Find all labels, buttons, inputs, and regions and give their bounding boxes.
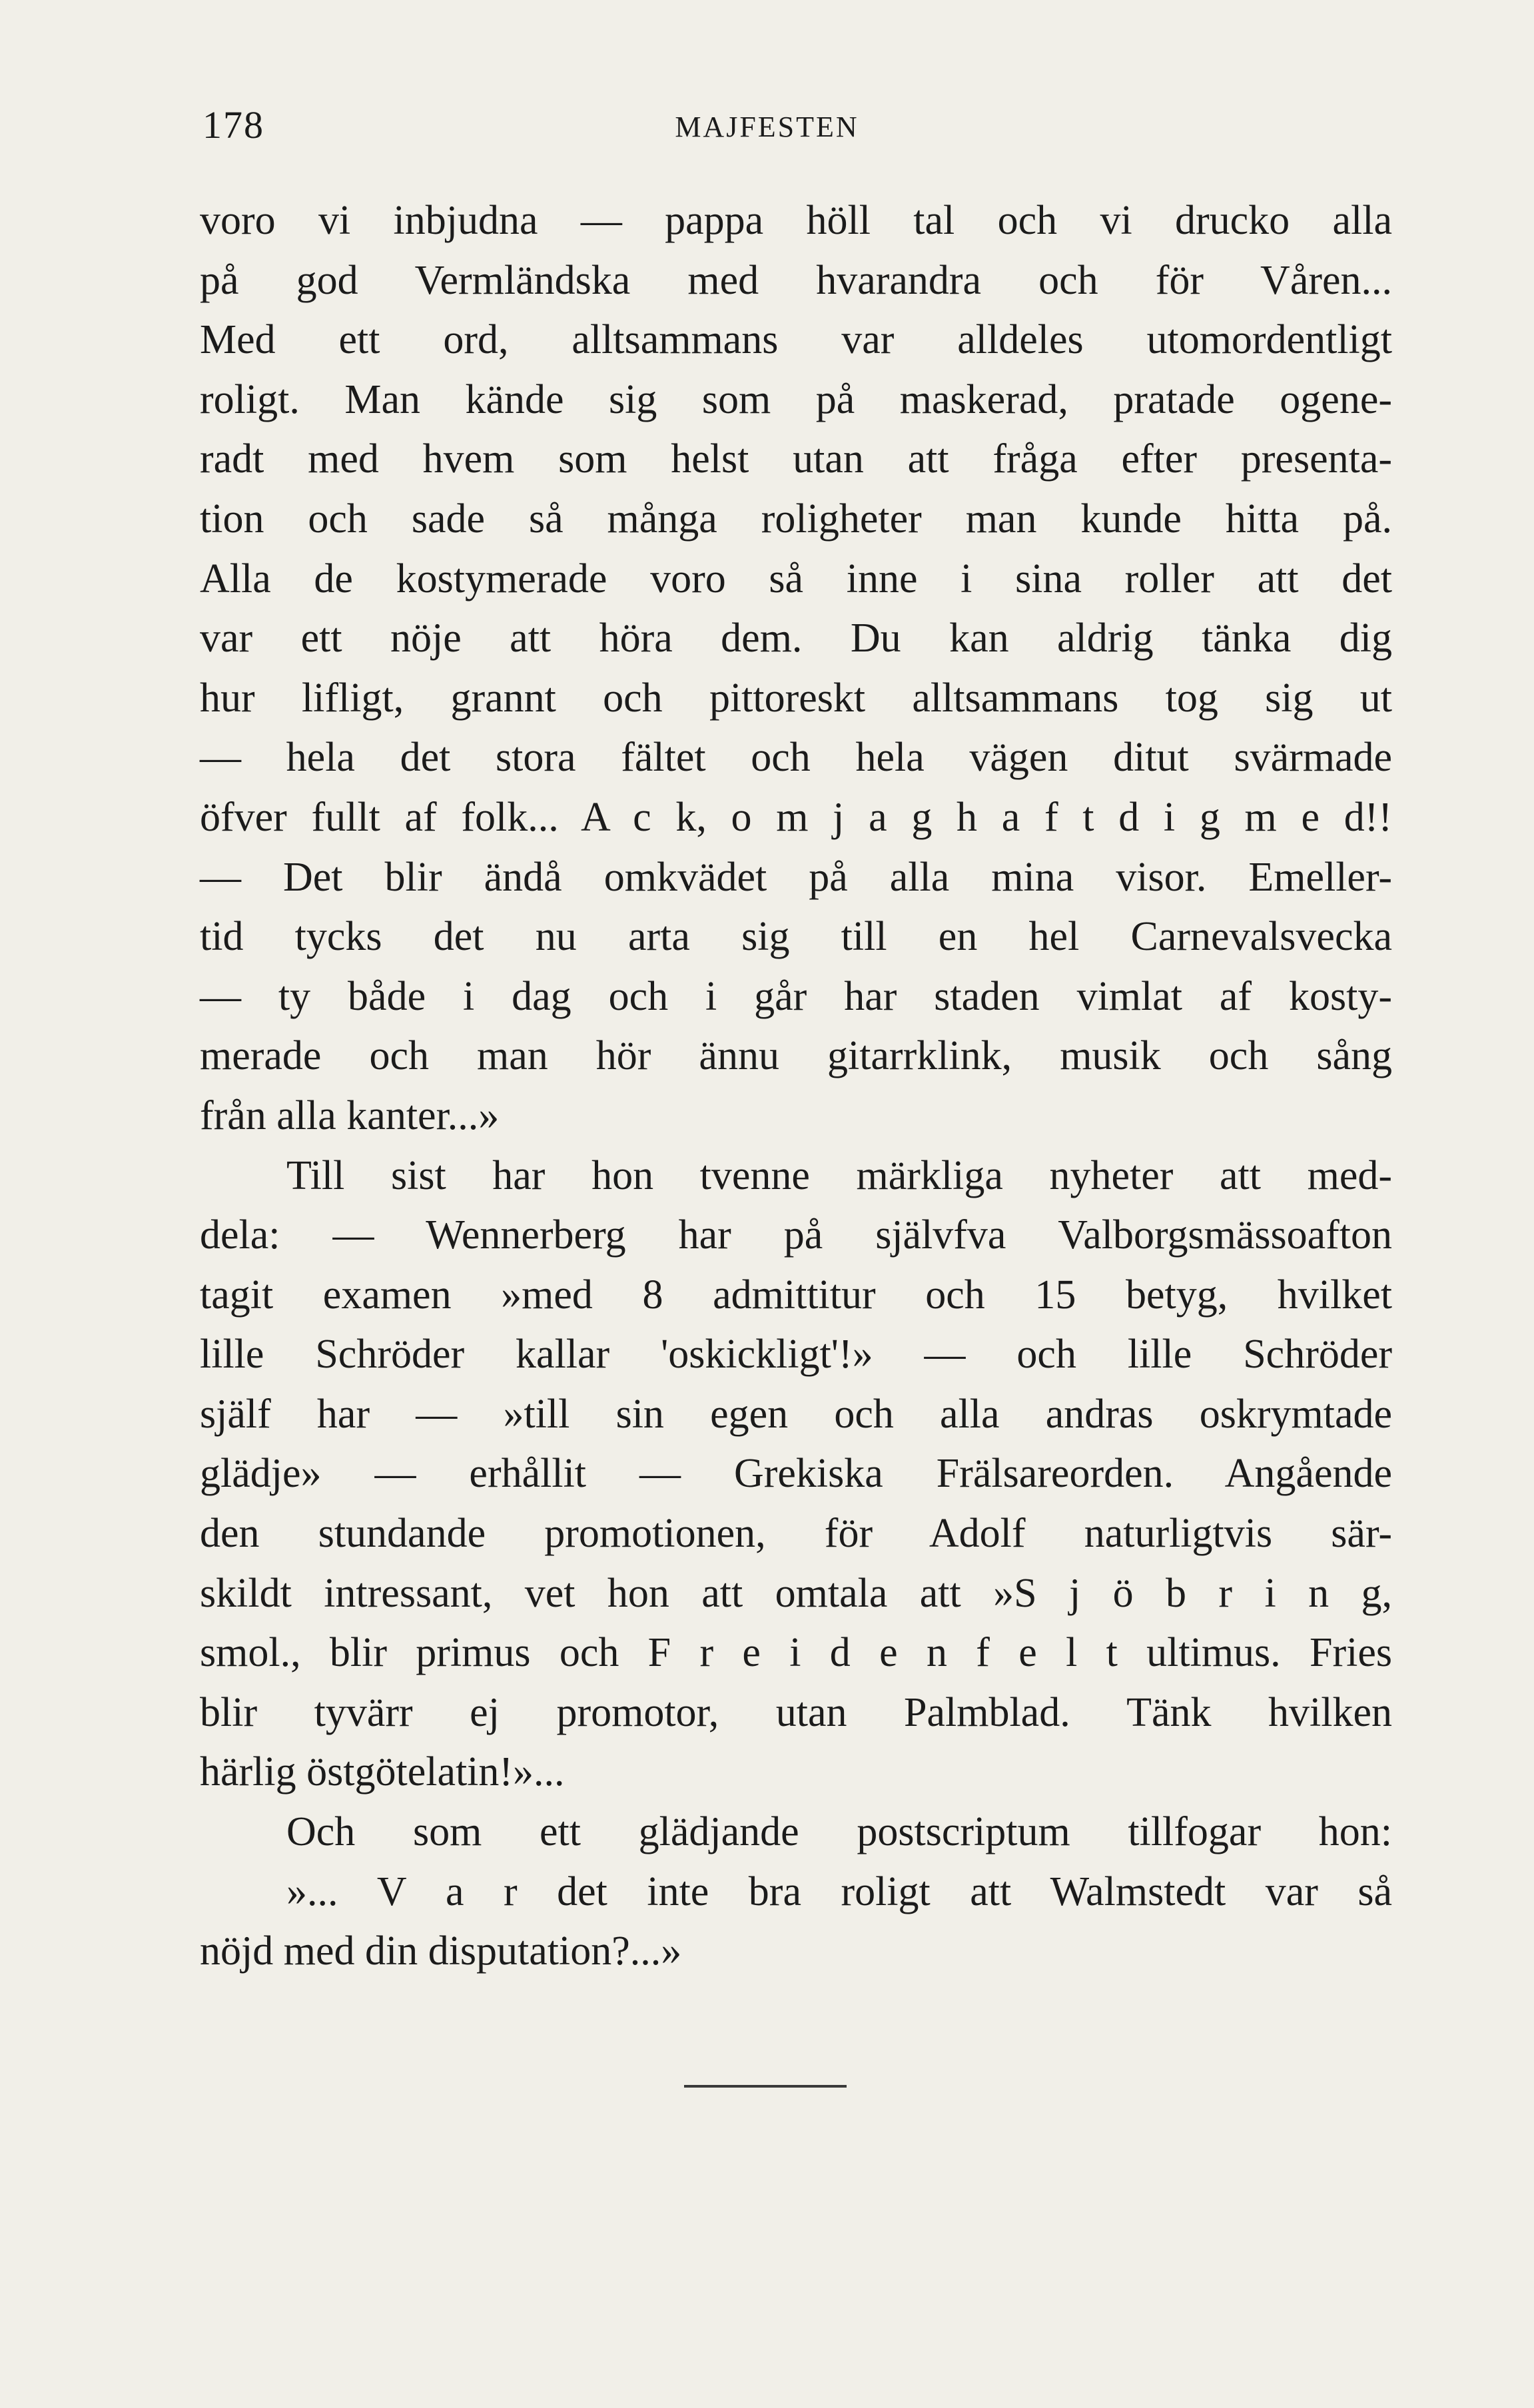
text-line: Alla de kostymerade voro så inne i sina roller att det <box>200 556 1392 602</box>
text-line: glädje» — erhållit — Grekiska Frälsareorden. Angående <box>200 1451 1392 1497</box>
running-title: MAJFESTEN <box>675 111 859 143</box>
text-line: — ty både i dag och i går har staden vimlat af kosty- <box>200 973 1392 1019</box>
text-line: Och som ett glädjande postscriptum tillfogar hon: <box>286 1809 1392 1855</box>
text-line: hur lifligt, grannt och pittoreskt alltsammans tog sig ut <box>200 675 1392 721</box>
text-line: på god Vermländska med hvarandra och för Våren... <box>200 257 1392 303</box>
text-line: från alla kanter...» <box>200 1092 500 1138</box>
text-line: merade och man hör ännu gitarrklink, musik och sång <box>200 1033 1392 1079</box>
text-line: själf har — »till sin egen och alla andras oskrymtade <box>200 1391 1392 1437</box>
text-line: nöjd med din disputation?...» <box>200 1928 682 1974</box>
text-line: öfver fullt af folk... A c k, o m j a g h a f t d i g m e d!! <box>200 794 1392 840</box>
text-line: »... V a r det inte bra roligt att Walmstedt var så <box>286 1868 1392 1914</box>
text-line: dela: — Wennerberg har på självfva Valborgsmässoafton <box>200 1212 1392 1258</box>
text-line: tion och sade så många roligheter man kunde hitta på. <box>200 496 1392 542</box>
text-line: — hela det stora fältet och hela vägen ditut svärmade <box>200 735 1392 781</box>
text-line: blir tyvärr ej promotor, utan Palmblad. Tänk hvilken <box>200 1689 1392 1735</box>
body-text <box>200 191 1392 1982</box>
text-line: radt med hvem som helst utan att fråga efter presenta- <box>200 436 1392 482</box>
text-line: skildt intressant, vet hon att omtala att »S j ö b r i n g, <box>200 1570 1392 1616</box>
text-line: lille Schröder kallar 'oskickligt'!» — och lille Schröder <box>200 1332 1392 1378</box>
text-line: Med ett ord, alltsammans var alldeles utomordentligt <box>200 317 1392 363</box>
text-line: smol., blir primus och F r e i d e n f e l t ultimus. Fries <box>200 1630 1392 1676</box>
text-line: voro vi inbjudna — pappa höll tal och vi drucko alla <box>200 198 1392 243</box>
text-line: roligt. Man kände sig som på maskerad, pratade ogene- <box>200 376 1392 422</box>
text-line: var ett nöje att höra dem. Du kan aldrig tänka dig <box>200 615 1392 661</box>
page-number: 178 <box>202 103 264 147</box>
text-line: tid tycks det nu arta sig till en hel Carnevalsvecka <box>200 914 1392 960</box>
section-end-rule <box>684 2085 847 2088</box>
text-line: tagit examen »med 8 admittitur och 15 betyg, hvilket <box>200 1272 1392 1318</box>
text-line: Till sist har hon tvenne märkliga nyheter att med- <box>286 1152 1392 1198</box>
text-line: härlig östgötelatin!»... <box>200 1749 565 1795</box>
text-line: den stundande promotionen, för Adolf naturligtvis sär- <box>200 1511 1392 1557</box>
text-line: — Det blir ändå omkvädet på alla mina visor. Emeller- <box>200 854 1392 900</box>
